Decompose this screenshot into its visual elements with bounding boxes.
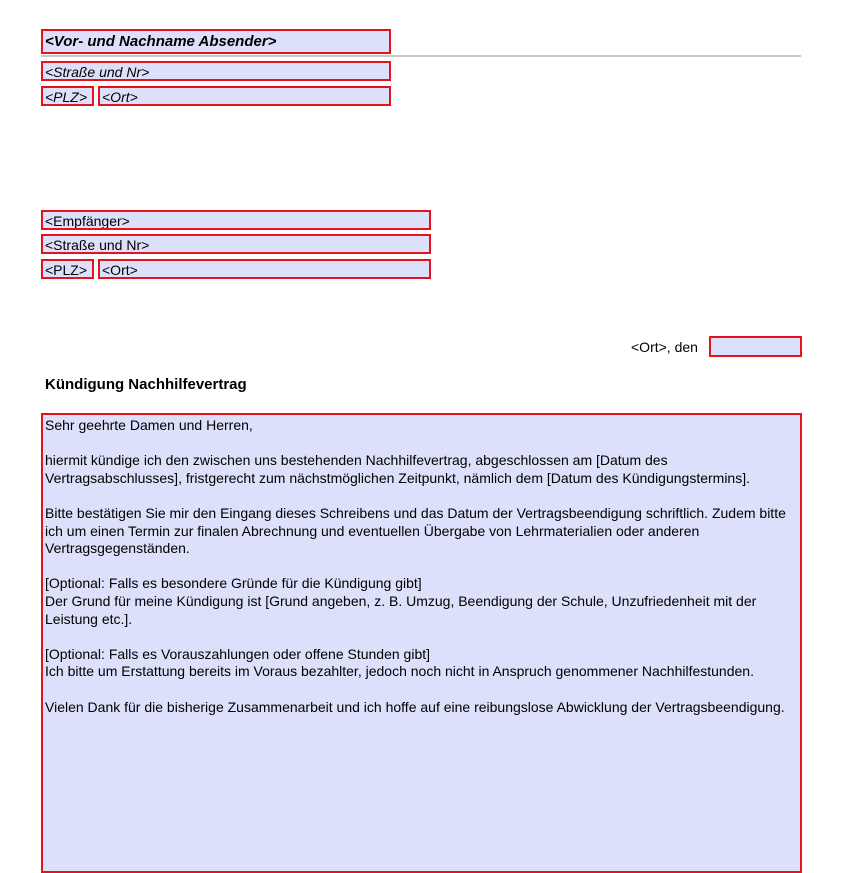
date-line-label: <Ort>, den [631, 339, 698, 355]
sender-name-field[interactable]: <Vor- und Nachname Absender> [41, 29, 391, 54]
letter-paragraph: [Optional: Falls es Vorauszahlungen oder offene Stunden gibt] Ich bitte um Erstattung bereits im Voraus bezahlter, jedoch noch nicht in Anspruch genommener Nachhilfestunden. [45, 645, 754, 680]
sender-city-field[interactable]: <Ort> [98, 86, 391, 106]
letter-salutation: Sehr geehrte Damen und Herren, [45, 417, 253, 433]
sender-divider [41, 55, 801, 57]
sender-street-field[interactable]: <Straße und Nr> [41, 61, 391, 81]
recipient-street-field[interactable]: <Straße und Nr> [41, 234, 431, 254]
letter-subject: Kündigung Nachhilfevertrag [45, 376, 247, 393]
letter-body-field[interactable] [41, 413, 802, 873]
recipient-name-field[interactable]: <Empfänger> [41, 210, 431, 230]
letter-paragraph: Bitte bestätigen Sie mir den Eingang dieses Schreibens und das Datum der Vertragsbeendigung schriftlich. Zudem bitte ich um einen Termin zur finalen Abrechnung und eventuellen Übergabe von Lehrmaterialien oder anderen Vertragsgegenständen. [45, 504, 786, 557]
letter-paragraph: hiermit kündige ich den zwischen uns bestehenden Nachhilfevertrag, abgeschlossen am [Datum des Vertragsabschlusses], fristgerecht zum nächstmöglichen Zeitpunkt, nämlich dem [Datum des Kündigungstermins]. [45, 452, 750, 486]
sender-zip-field[interactable]: <PLZ> [41, 86, 94, 106]
letter-closing-paragraph: Vielen Dank für die bisherige Zusammenarbeit und ich hoffe auf eine reibungslose Abwicklung der Vertragsbeendigung. [45, 698, 785, 715]
recipient-zip-field[interactable]: <PLZ> [41, 259, 94, 279]
date-field[interactable] [709, 336, 802, 357]
recipient-city-field[interactable]: <Ort> [98, 259, 431, 279]
letter-paragraph: [Optional: Falls es besondere Gründe für die Kündigung gibt] Der Grund für meine Kündigung ist [Grund angeben, z. B. Umzug, Beendigung der Schule, Unzufriedenheit mit der Leistung etc.]. [45, 575, 757, 627]
